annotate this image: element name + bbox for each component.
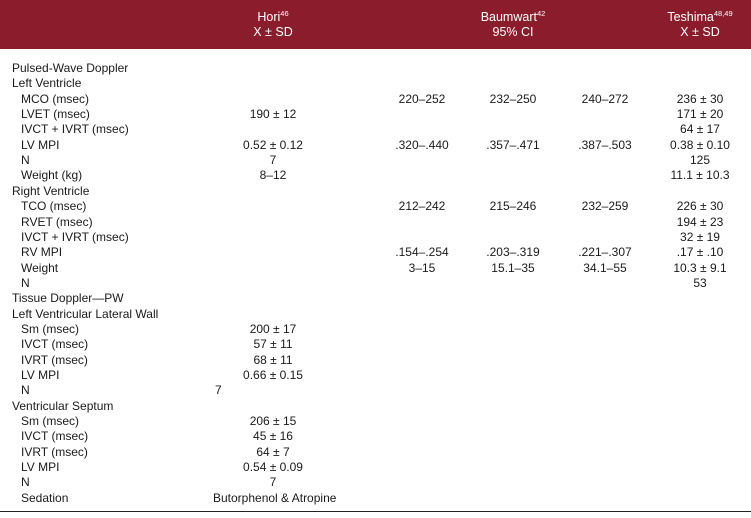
table-row (0, 291, 751, 306)
baumwart-ref: 42 (536, 8, 546, 18)
cell-hori: Butorphenol & Atropine (213, 490, 337, 505)
row-label: IVCT + IVRT (msec) (21, 122, 129, 137)
table-row (0, 199, 751, 214)
cell-baumwart-2: 15.1–35 (491, 260, 535, 275)
hori-subheader: X ± SD (253, 25, 293, 39)
hori-ref: 46 (280, 8, 289, 18)
column-header-baumwart (468, 10, 558, 40)
cell-hori: 8–12 (259, 168, 287, 183)
cell-teshima: 194 ± 23 (676, 214, 724, 229)
cell-baumwart-1: .154–.254 (395, 245, 449, 260)
hori-name: Hori (257, 10, 281, 24)
cell-teshima: 11.1 ± 10.3 (670, 168, 730, 183)
row-label: Weight (kg) (21, 168, 83, 183)
cell-hori: 200 ± 17 (249, 321, 297, 336)
cell-baumwart-2: .357–.471 (486, 137, 540, 152)
row-label: LV MPI (21, 460, 60, 475)
cell-hori: 0.54 ± 0.09 (243, 460, 303, 475)
table-row (0, 491, 751, 506)
cell-hori: 7 (269, 475, 277, 490)
cell-baumwart-1: 220–252 (398, 91, 446, 106)
table-row (0, 276, 751, 291)
row-label: Tissue Doppler—PW (12, 291, 124, 306)
teshima-ref: 48,49 (713, 8, 733, 18)
table-row (0, 307, 751, 322)
row-label: LV MPI (21, 368, 60, 382)
row-label: TCO (msec) (21, 199, 87, 214)
cell-teshima: 171 ± 20 (676, 107, 724, 122)
cell-hori: 0.66 ± 0.15 (243, 368, 303, 382)
cell-hori: 7 (269, 153, 277, 168)
row-label: Left Ventricle (12, 76, 82, 91)
row-label: N (21, 153, 30, 168)
row-label: Sm (msec) (21, 414, 79, 429)
cell-baumwart-2: .203–.319 (486, 245, 540, 260)
teshima-subheader: X ± SD (680, 25, 720, 39)
table-row (0, 107, 751, 122)
cell-baumwart-3: .387–.503 (578, 137, 632, 152)
column-header-teshima (655, 10, 745, 40)
cell-hori: 57 ± 11 (253, 337, 293, 352)
table-row (0, 399, 751, 414)
cell-baumwart-3: 34.1–55 (583, 260, 627, 275)
row-label: Sm (msec) (21, 321, 79, 336)
table-row (0, 122, 751, 137)
cell-hori: 45 ± 16 (253, 429, 293, 444)
cell-teshima: 226 ± 30 (676, 199, 724, 214)
row-label: MCO (msec) (21, 91, 89, 106)
table-row (0, 261, 751, 276)
cell-hori: 68 ± 11 (253, 352, 293, 367)
cell-teshima: 32 ± 19 (680, 229, 720, 244)
row-label: IVCT (msec) (21, 337, 89, 352)
table-row (0, 138, 751, 153)
cell-baumwart-3: 240–272 (581, 91, 629, 106)
cell-hori: 190 ± 12 (249, 107, 297, 122)
row-label: LV MPI (21, 137, 60, 152)
table-row (0, 153, 751, 168)
row-label: N (21, 383, 30, 398)
cell-teshima: 10.3 ± 9.1 (673, 260, 727, 275)
cell-teshima: 125 (689, 153, 711, 168)
teshima-name: Teshima (667, 10, 714, 24)
row-label: Weight (21, 260, 59, 275)
row-label: IVRT (msec) (21, 444, 88, 459)
baumwart-name: Baumwart (480, 10, 537, 24)
table-row (0, 168, 751, 183)
table-row (0, 429, 751, 444)
row-label: RV MPI (21, 245, 63, 260)
cell-baumwart-1: .320–.440 (395, 137, 449, 152)
baumwart-subheader: 95% CI (492, 25, 534, 39)
cell-teshima: 0.38 ± 0.10 (670, 137, 730, 152)
row-label: Pulsed-Wave Doppler (12, 61, 129, 75)
row-label: Right Ventricle (12, 183, 90, 198)
table-header (0, 0, 751, 49)
table-row (0, 337, 751, 352)
table-row (0, 475, 751, 490)
row-label: Sedation (21, 490, 69, 505)
cell-baumwart-2: 232–250 (489, 91, 537, 106)
table-row (0, 383, 751, 398)
column-header-hori (213, 10, 333, 40)
table-row (0, 61, 751, 76)
cell-baumwart-3: .221–.307 (578, 245, 632, 260)
table-row (0, 76, 751, 91)
table-row (0, 353, 751, 368)
row-label: IVCT (msec) (21, 429, 89, 444)
table-row (0, 230, 751, 245)
table-row (0, 368, 751, 383)
row-label: RVET (msec) (21, 214, 93, 229)
table-row (0, 184, 751, 199)
table-row (0, 245, 751, 260)
row-label: IVCT + IVRT (msec) (21, 229, 129, 244)
cell-teshima: 236 ± 30 (676, 91, 724, 106)
row-label: N (21, 275, 30, 290)
cell-teshima: 53 (693, 275, 707, 290)
cell-hori: 64 ± 7 (256, 444, 290, 459)
table-row (0, 92, 751, 107)
cell-hori: 206 ± 15 (249, 414, 297, 429)
cell-hori: 0.52 ± 0.12 (243, 137, 303, 152)
cell-baumwart-3: 232–259 (581, 199, 629, 214)
row-label: LVET (msec) (21, 107, 90, 122)
table-row (0, 460, 751, 475)
table-row (0, 322, 751, 337)
table-row (0, 215, 751, 230)
bottom-rule (0, 511, 751, 512)
row-label: Ventricular Septum (12, 398, 114, 413)
cell-baumwart-1: 3–15 (408, 260, 436, 275)
row-label: N (21, 475, 30, 490)
cell-teshima: .17 ± .10 (676, 245, 724, 260)
table-row (0, 445, 751, 460)
row-label: Left Ventricular Lateral Wall (12, 306, 159, 321)
table-row (0, 414, 751, 429)
cell-hori-n: 7 (215, 383, 222, 398)
cell-baumwart-1: 212–242 (398, 199, 446, 214)
cell-teshima: 64 ± 17 (680, 122, 720, 137)
row-label: IVRT (msec) (21, 352, 88, 367)
cell-baumwart-2: 215–246 (489, 199, 537, 214)
